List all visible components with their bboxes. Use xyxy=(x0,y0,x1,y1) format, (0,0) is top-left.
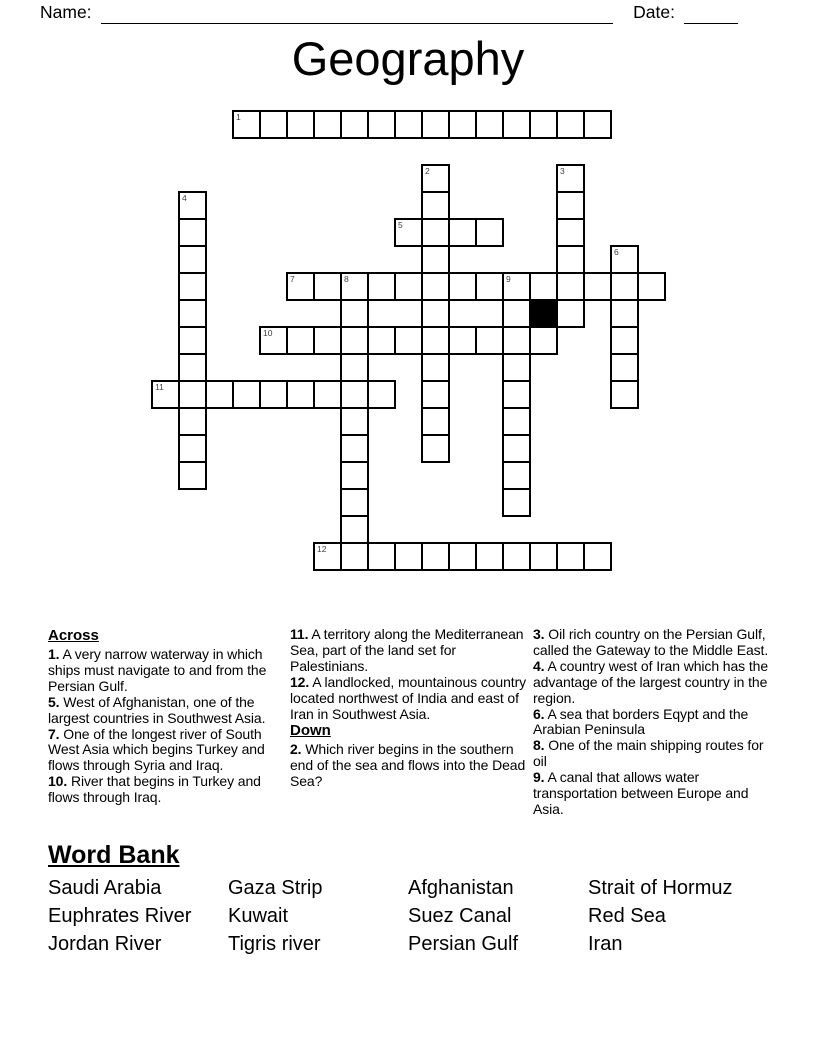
word-bank-column-1 xyxy=(48,874,228,958)
name-label: Name: xyxy=(40,2,92,22)
grid-cell-r10c10[interactable] xyxy=(421,380,450,409)
word-bank-columns xyxy=(48,874,768,958)
word-bank-item: Strait of Hormuz xyxy=(588,877,733,899)
grid-cell-r6c14[interactable] xyxy=(529,272,558,301)
grid-cell-r8c6[interactable] xyxy=(313,326,342,355)
grid-cell-r14c13[interactable] xyxy=(502,488,531,517)
grid-cell-r2c10[interactable] xyxy=(421,164,450,193)
word-bank-column-3 xyxy=(408,874,588,958)
grid-cell-r8c10[interactable] xyxy=(421,326,450,355)
clue-down-2: 2. Which river begins in the southern end of the sea and flows into the Dead Sea? xyxy=(290,741,526,790)
grid-cell-r4c10[interactable] xyxy=(421,218,450,247)
cell-number-2: 2 xyxy=(425,166,430,176)
grid-cell-r0c11[interactable] xyxy=(448,110,477,139)
cell-number-12: 12 xyxy=(317,544,327,554)
clue-number: 11. xyxy=(290,626,309,642)
word-bank-item: Kuwait xyxy=(228,905,289,927)
page-title: Geography xyxy=(291,32,525,85)
grid-cell-r6c6[interactable] xyxy=(313,272,342,301)
grid-cell-r8c5[interactable] xyxy=(286,326,315,355)
grid-cell-r16c14[interactable] xyxy=(529,542,558,571)
grid-cell-r4c9[interactable] xyxy=(394,218,423,247)
cell-number-5: 5 xyxy=(398,220,403,230)
word-bank-item: Persian Gulf xyxy=(408,933,519,955)
cell-number-9: 9 xyxy=(506,274,511,284)
grid-cell-r5c15[interactable] xyxy=(556,245,585,274)
clues-heading-down: Down xyxy=(290,722,331,740)
grid-cell-r0c3[interactable] xyxy=(232,110,261,139)
grid-cell-r6c17[interactable] xyxy=(610,272,639,301)
clue-down-9: 9. A canal that allows water transportation between Europe and Asia. xyxy=(533,769,749,817)
grid-cell-r10c3[interactable] xyxy=(232,380,261,409)
grid-cell-r4c12[interactable] xyxy=(475,218,504,247)
grid-cell-r16c15[interactable] xyxy=(556,542,585,571)
cell-number-6: 6 xyxy=(614,247,619,257)
grid-cell-r11c1[interactable] xyxy=(178,407,207,436)
grid-cell-r4c1[interactable] xyxy=(178,218,207,247)
grid-cell-r5c17[interactable] xyxy=(610,245,639,274)
grid-cell-r10c2[interactable] xyxy=(205,380,234,409)
grid-cell-r8c9[interactable] xyxy=(394,326,423,355)
grid-cell-r6c16[interactable] xyxy=(583,272,612,301)
grid-cell-r6c9[interactable] xyxy=(394,272,423,301)
grid-cell-r0c15[interactable] xyxy=(556,110,585,139)
clue-across-11: 11. A territory along the Mediterranean Sea, part of the land set for Palestinians. xyxy=(290,626,524,674)
word-bank-item: Saudi Arabia xyxy=(48,877,162,899)
clue-down-3: 3. Oil rich country on the Persian Gulf, called the Gateway to the Middle East. xyxy=(533,626,769,658)
grid-cell-r7c1[interactable] xyxy=(178,299,207,328)
date-label: Date: xyxy=(633,2,675,22)
grid-cell-r13c13[interactable] xyxy=(502,461,531,490)
word-bank-column-2 xyxy=(228,874,408,958)
cell-number-4: 4 xyxy=(182,193,187,203)
word-bank-item: Euphrates River xyxy=(48,905,192,927)
grid-cell-r10c6[interactable] xyxy=(313,380,342,409)
grid-cell-r12c1[interactable] xyxy=(178,434,207,463)
grid-cell-r6c18[interactable] xyxy=(637,272,666,301)
name-line[interactable] xyxy=(101,4,614,24)
grid-black-cell xyxy=(529,299,558,328)
grid-cell-r12c10[interactable] xyxy=(421,434,450,463)
grid-cell-r11c7[interactable] xyxy=(340,407,369,436)
name-date-row xyxy=(40,2,738,24)
grid-cell-r16c7[interactable] xyxy=(340,542,369,571)
word-bank-item: Jordan River xyxy=(48,933,162,955)
grid-cell-r3c15[interactable] xyxy=(556,191,585,220)
word-bank-heading: Word Bank xyxy=(48,841,180,869)
clue-number: 2. xyxy=(290,741,302,758)
clue-number: 10. xyxy=(48,773,68,790)
cell-number-3: 3 xyxy=(560,166,565,176)
grid-cell-r10c7[interactable] xyxy=(340,380,369,409)
clue-across-1: 1. A very narrow waterway in which ships must navigate to and from the Persian Gulf. xyxy=(48,646,267,694)
grid-cell-r8c13[interactable] xyxy=(502,326,531,355)
grid-cell-r4c11[interactable] xyxy=(448,218,477,247)
grid-cell-r0c6[interactable] xyxy=(313,110,342,139)
grid-cell-r6c11[interactable] xyxy=(448,272,477,301)
word-bank-item: Tigris river xyxy=(228,933,321,955)
grid-cell-r0c12[interactable] xyxy=(475,110,504,139)
grid-cell-r6c12[interactable] xyxy=(475,272,504,301)
grid-cell-r8c17[interactable] xyxy=(610,326,639,355)
word-bank-item: Afghanistan xyxy=(408,877,514,899)
grid-cell-r0c13[interactable] xyxy=(502,110,531,139)
grid-cell-r0c4[interactable] xyxy=(259,110,288,139)
grid-cell-r8c1[interactable] xyxy=(178,326,207,355)
grid-cell-r16c16[interactable] xyxy=(583,542,612,571)
grid-cell-r6c5[interactable] xyxy=(286,272,315,301)
clue-number: 7. xyxy=(48,725,60,742)
grid-cell-r0c16[interactable] xyxy=(583,110,612,139)
grid-cell-r13c1[interactable] xyxy=(178,461,207,490)
grid-cell-r0c8[interactable] xyxy=(367,110,396,139)
grid-cell-r5c10[interactable] xyxy=(421,245,450,274)
grid-cell-r10c0[interactable] xyxy=(151,380,180,409)
clue-down-6: 6. A sea that borders Eqypt and the Arabian Peninsula xyxy=(533,705,749,738)
cell-number-8: 8 xyxy=(344,274,349,284)
clues-column-1 xyxy=(48,627,282,806)
grid-cell-r0c5[interactable] xyxy=(286,110,315,139)
clue-number: 12. xyxy=(290,673,310,690)
grid-cell-r2c15[interactable] xyxy=(556,164,585,193)
clue-number: 6. xyxy=(533,705,545,722)
grid-cell-r16c6[interactable] xyxy=(313,542,342,571)
grid-cell-r0c10[interactable] xyxy=(421,110,450,139)
clue-across-10: 10. River that begins in Turkey and flows through Iraq. xyxy=(48,773,261,806)
grid-cell-r6c13[interactable] xyxy=(502,272,531,301)
grid-cell-r9c10[interactable] xyxy=(421,353,450,382)
grid-cell-r7c15[interactable] xyxy=(556,299,585,328)
grid-cell-r13c7[interactable] xyxy=(340,461,369,490)
clue-down-8: 8. One of the main shipping routes for oil xyxy=(533,737,764,770)
grid-cell-r10c13[interactable] xyxy=(502,380,531,409)
clues-column-2 xyxy=(290,627,527,790)
grid-cell-r10c5[interactable] xyxy=(286,380,315,409)
grid-cell-r16c12[interactable] xyxy=(475,542,504,571)
clue-down-4: 4. A country west of Iran which has the advantage of the largest country in the region. xyxy=(533,657,769,706)
grid-cell-r15c7[interactable] xyxy=(340,515,369,544)
grid-cell-r16c11[interactable] xyxy=(448,542,477,571)
grid-cell-r12c13[interactable] xyxy=(502,434,531,463)
cell-number-10: 10 xyxy=(263,328,273,338)
grid-cell-r6c15[interactable] xyxy=(556,272,585,301)
grid-cell-r8c7[interactable] xyxy=(340,326,369,355)
clue-number: 3. xyxy=(533,626,545,642)
grid-cell-r8c12[interactable] xyxy=(475,326,504,355)
date-line[interactable] xyxy=(684,4,738,24)
grid-cell-r0c9[interactable] xyxy=(394,110,423,139)
clues-column-3 xyxy=(533,627,773,818)
grid-cell-r7c7[interactable] xyxy=(340,299,369,328)
cell-number-1: 1 xyxy=(236,112,241,122)
grid-cell-r9c13[interactable] xyxy=(502,353,531,382)
grid-cell-r8c8[interactable] xyxy=(367,326,396,355)
grid-cell-r0c7[interactable] xyxy=(340,110,369,139)
word-bank-column-4 xyxy=(588,874,768,958)
clue-across-5: 5. West of Afghanistan, one of the largest countries in Southwest Asia. xyxy=(48,693,266,726)
cell-number-7: 7 xyxy=(290,274,295,284)
grid-cell-r11c13[interactable] xyxy=(502,407,531,436)
clues-heading-across: Across xyxy=(48,627,99,644)
word-bank-item: Iran xyxy=(588,933,623,955)
grid-cell-r9c17[interactable] xyxy=(610,353,639,382)
grid-cell-r16c13[interactable] xyxy=(502,542,531,571)
word-bank-item: Gaza Strip xyxy=(228,877,323,899)
grid-cell-r14c7[interactable] xyxy=(340,488,369,517)
clue-across-12: 12. A landlocked, mountainous country located northwest of India and east of Iran in Southwest Asia. xyxy=(290,673,527,722)
grid-cell-r7c13[interactable] xyxy=(502,299,531,328)
grid-cell-r7c10[interactable] xyxy=(421,299,450,328)
grid-cell-r8c14[interactable] xyxy=(529,326,558,355)
grid-cell-r10c1[interactable] xyxy=(178,380,207,409)
grid-cell-r9c1[interactable] xyxy=(178,353,207,382)
clue-number: 5. xyxy=(48,693,60,710)
clue-number: 1. xyxy=(48,646,60,662)
word-bank-item: Red Sea xyxy=(588,905,666,927)
clue-number: 8. xyxy=(533,737,545,754)
clue-number: 4. xyxy=(533,657,545,674)
grid-cell-r8c4[interactable] xyxy=(259,326,288,355)
grid-cell-r11c10[interactable] xyxy=(421,407,450,436)
grid-cell-r9c7[interactable] xyxy=(340,353,369,382)
grid-cell-r16c8[interactable] xyxy=(367,542,396,571)
grid-cell-r0c14[interactable] xyxy=(529,110,558,139)
grid-cell-r6c8[interactable] xyxy=(367,272,396,301)
grid-cell-r16c10[interactable] xyxy=(421,542,450,571)
grid-cell-r12c7[interactable] xyxy=(340,434,369,463)
grid-cell-r10c17[interactable] xyxy=(610,380,639,409)
grid-cell-r7c17[interactable] xyxy=(610,299,639,328)
grid-cell-r6c1[interactable] xyxy=(178,272,207,301)
grid-cell-r4c15[interactable] xyxy=(556,218,585,247)
grid-cell-r3c1[interactable] xyxy=(178,191,207,220)
grid-cell-r6c10[interactable] xyxy=(421,272,450,301)
grid-cell-r5c1[interactable] xyxy=(178,245,207,274)
grid-cell-r3c10[interactable] xyxy=(421,191,450,220)
grid-cell-r10c4[interactable] xyxy=(259,380,288,409)
grid-cell-r10c8[interactable] xyxy=(367,380,396,409)
grid-cell-r6c7[interactable] xyxy=(340,272,369,301)
clue-across-7: 7. One of the longest river of South West Asia which begins Turkey and flows through Syria and Iraq. xyxy=(48,725,265,774)
grid-cell-r16c9[interactable] xyxy=(394,542,423,571)
grid-cell-r8c11[interactable] xyxy=(448,326,477,355)
crossword-grid xyxy=(151,110,666,571)
word-bank-item: Suez Canal xyxy=(408,905,512,927)
cell-number-11: 11 xyxy=(155,382,164,392)
clue-number: 9. xyxy=(533,769,545,786)
